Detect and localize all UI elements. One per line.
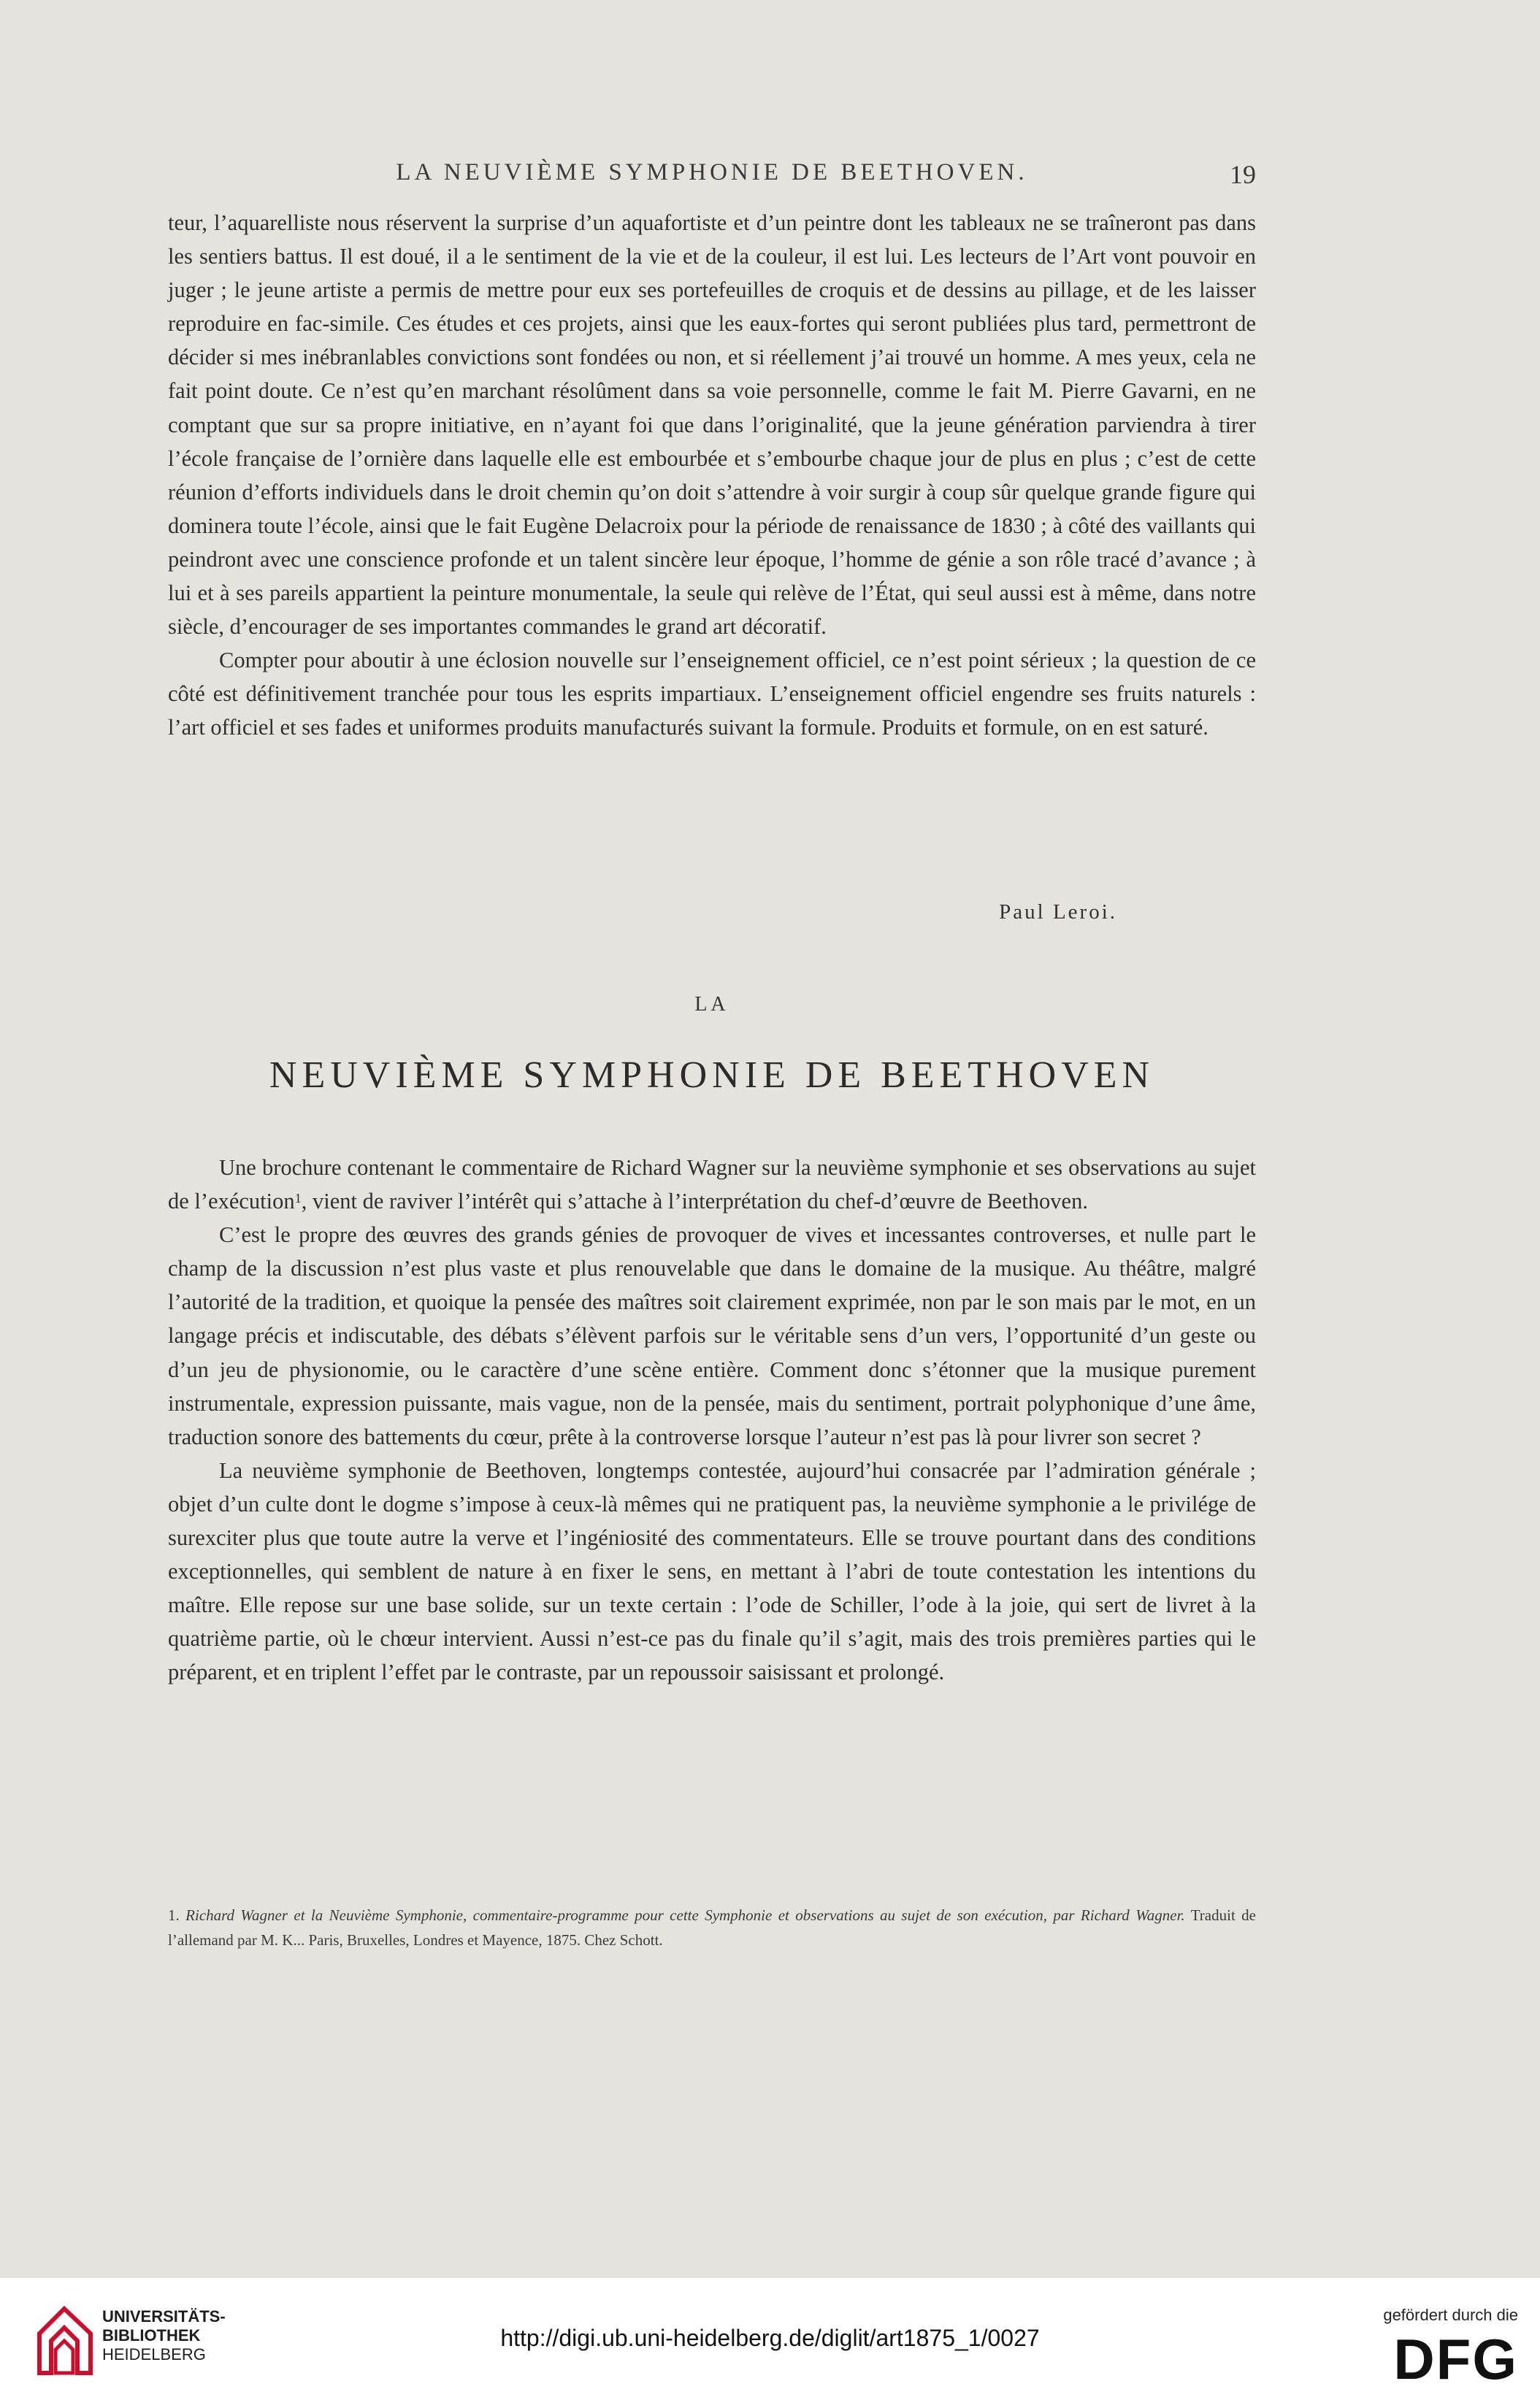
footnote xyxy=(168,1903,1256,1952)
running-title: LA NEUVIÈME SYMPHONIE DE BEETHOVEN. xyxy=(396,159,1028,185)
article2-paragraph-1 xyxy=(168,1151,1256,1218)
library-name-line-1: UNIVERSITÄTS- xyxy=(102,2307,226,2326)
library-name-line-3: HEIDELBERG xyxy=(102,2345,206,2363)
article1-body xyxy=(168,206,1256,745)
permalink-url[interactable]: http://digi.ub.uni-heidelberg.de/diglit/art1875_1/0027 xyxy=(500,2325,1040,2351)
article2-paragraph-2: C’est le propre des œuvres des grands génies de provoquer de vives et incessantes controverses, et nulle part le champ de la discussion n’est plus vaste et plus renouvelable que dans le domaine de la musique. Au théâtre, malgré l’autorité de la tradition, et quoique la pensée des maîtres soit clairement exprimée, non par le son mais par le mot, en un langage précis et indiscutable, des débats s’élèvent parfois sur le véritable sens d’un vers, l’opportunité d’un geste ou d’un jeu de physionomie, ou le caractère d’une scène entière. Comment donc s’étonner que la musique purement instrumentale, expression puissante, mais vague, non de la pensée, mais du sentiment, portrait polyphonique d’une âme, traduction sonore des battements du cœur, prête à la controverse lorsque l’auteur n’est pas là pour livrer son secret ? xyxy=(168,1222,1256,1449)
dfg-logo: DFG xyxy=(1393,2327,1518,2391)
page-number: 19 xyxy=(1230,160,1256,189)
library-name-line-2: BIBLIOTHEK xyxy=(102,2326,201,2345)
funded-by-label: gefördert durch die xyxy=(1383,2306,1518,2324)
article2-paragraph-3: La neuvième symphonie de Beethoven, longtemps contestée, aujourd’hui consacrée par l’admiration générale ; objet d’un culte dont le dogme s’impose à ceux-là mêmes qui ne pratiquent pas, la neuvième symphonie a le privilége de surexciter plus que toute autre la verve et l’ingéniosité des commentateurs. Elle se trouve pourtant dans des conditions exceptionnelles, qui semblent de nature à en fixer le sens, en mettant à l’abri de toute contestation les intentions du maître. Elle repose sur une base solide, sur un texte certain : l’ode de Schiller, l’ode à la joie, qui sert de livret à la quatrième partie, où le chœur intervient. Aussi n’est-ce pas du finale qu’il s’agit, mais des trois premières parties qui le préparent, et en triplent l’effet par le contraste, par un repoussoir saisissant et prolongé. xyxy=(168,1457,1256,1685)
digitization-footer xyxy=(0,2278,1540,2400)
article2-label: LA xyxy=(694,993,729,1016)
footnote-details: Traduit de l’allemand par M. K... Paris, Bruxelles, Londres et Mayence, 1875. Chez Schott. xyxy=(168,1906,1257,1949)
article2-body xyxy=(168,1151,1256,1690)
article1-paragraph-1: teur, l’aquarelliste nous réservent la surprise d’un aquafortiste et d’un peintre dont les tableaux ne se traîneront pas dans les sentiers battus. Il est doué, il a le sentiment de la vie et de la couleur, il est lui. Les lecteurs de l’Art vont pouvoir en juger ; le jeune artiste a permis de mettre pour eux ses portefeuilles de croquis et de dessins au pillage, et de les laisser reproduire en fac-simile. Ces études et ces projets, ainsi que les eaux-fortes qui seront publiées plus tard, permettront de décider si mes inébranlables convictions sont fondées ou non, et si réellement j’ai trouvé un homme. A mes yeux, cela ne fait point doute. Ce n’est qu’en marchant résolûment dans sa voie personnelle, comme le fait M. Pierre Gavarni, en ne comptant que sur sa propre initiative, en n’ayant foi que dans l’originalité, que la jeune génération parviendra à tirer l’école française de l’ornière dans laquelle elle est embourbée et s’embourbe chaque jour de plus en plus ; c’est de cette réunion d’efforts individuels dans le droit chemin qu’on doit s’attendre à voir surgir à coup sûr quelque grande figure qui dominera toute l’école, ainsi que le fait Eugène Delacroix pour la période de renaissance de 1830 ; à côté des vaillants qui peindront avec une conscience profonde et un talent sincère leur époque, l’homme de génie a son rôle tracé d’avance ; à lui et à ses pareils appartient la peinture monumentale, la seule qui relève de l’État, qui seul aussi est à même, dans notre siècle, d’encourager de ses importantes commandes le grand art décoratif. xyxy=(168,210,1256,640)
footnote-reference: Richard Wagner et la Neuvième Symphonie, commentaire-programme pour cette Symphonie et observations au sujet de son exécution, par Richard Wagner. xyxy=(185,1906,1185,1924)
article2-paragraph-1-text-a: Une brochure contenant le commentaire de Richard Wagner sur la neuvième symphonie et ses observations au sujet de l’exécution xyxy=(168,1155,1256,1214)
article1-paragraph-2: Compter pour aboutir à une éclosion nouvelle sur l’enseignement officiel, ce n’est point sérieux ; la question de ce côté est définitivement tranchée pour tous les esprits impartiaux. L’enseignement officiel engendre ses fruits naturels : l’art officiel et ses fades et uniformes produits manufacturés suivant la formule. Produits et formule, on en est saturé. xyxy=(168,648,1256,740)
footnote-number: 1. xyxy=(168,1906,180,1924)
article2-title: NEUVIÈME SYMPHONIE DE BEETHOVEN xyxy=(269,1054,1155,1096)
author-signature: Paul Leroi. xyxy=(999,900,1117,924)
article2-paragraph-1-text-b: , vient de raviver l’intérêt qui s’attache à l’interprétation du chef-d’œuvre de Beethoven. xyxy=(301,1189,1088,1214)
footnote-marker: 1 xyxy=(294,1191,302,1206)
